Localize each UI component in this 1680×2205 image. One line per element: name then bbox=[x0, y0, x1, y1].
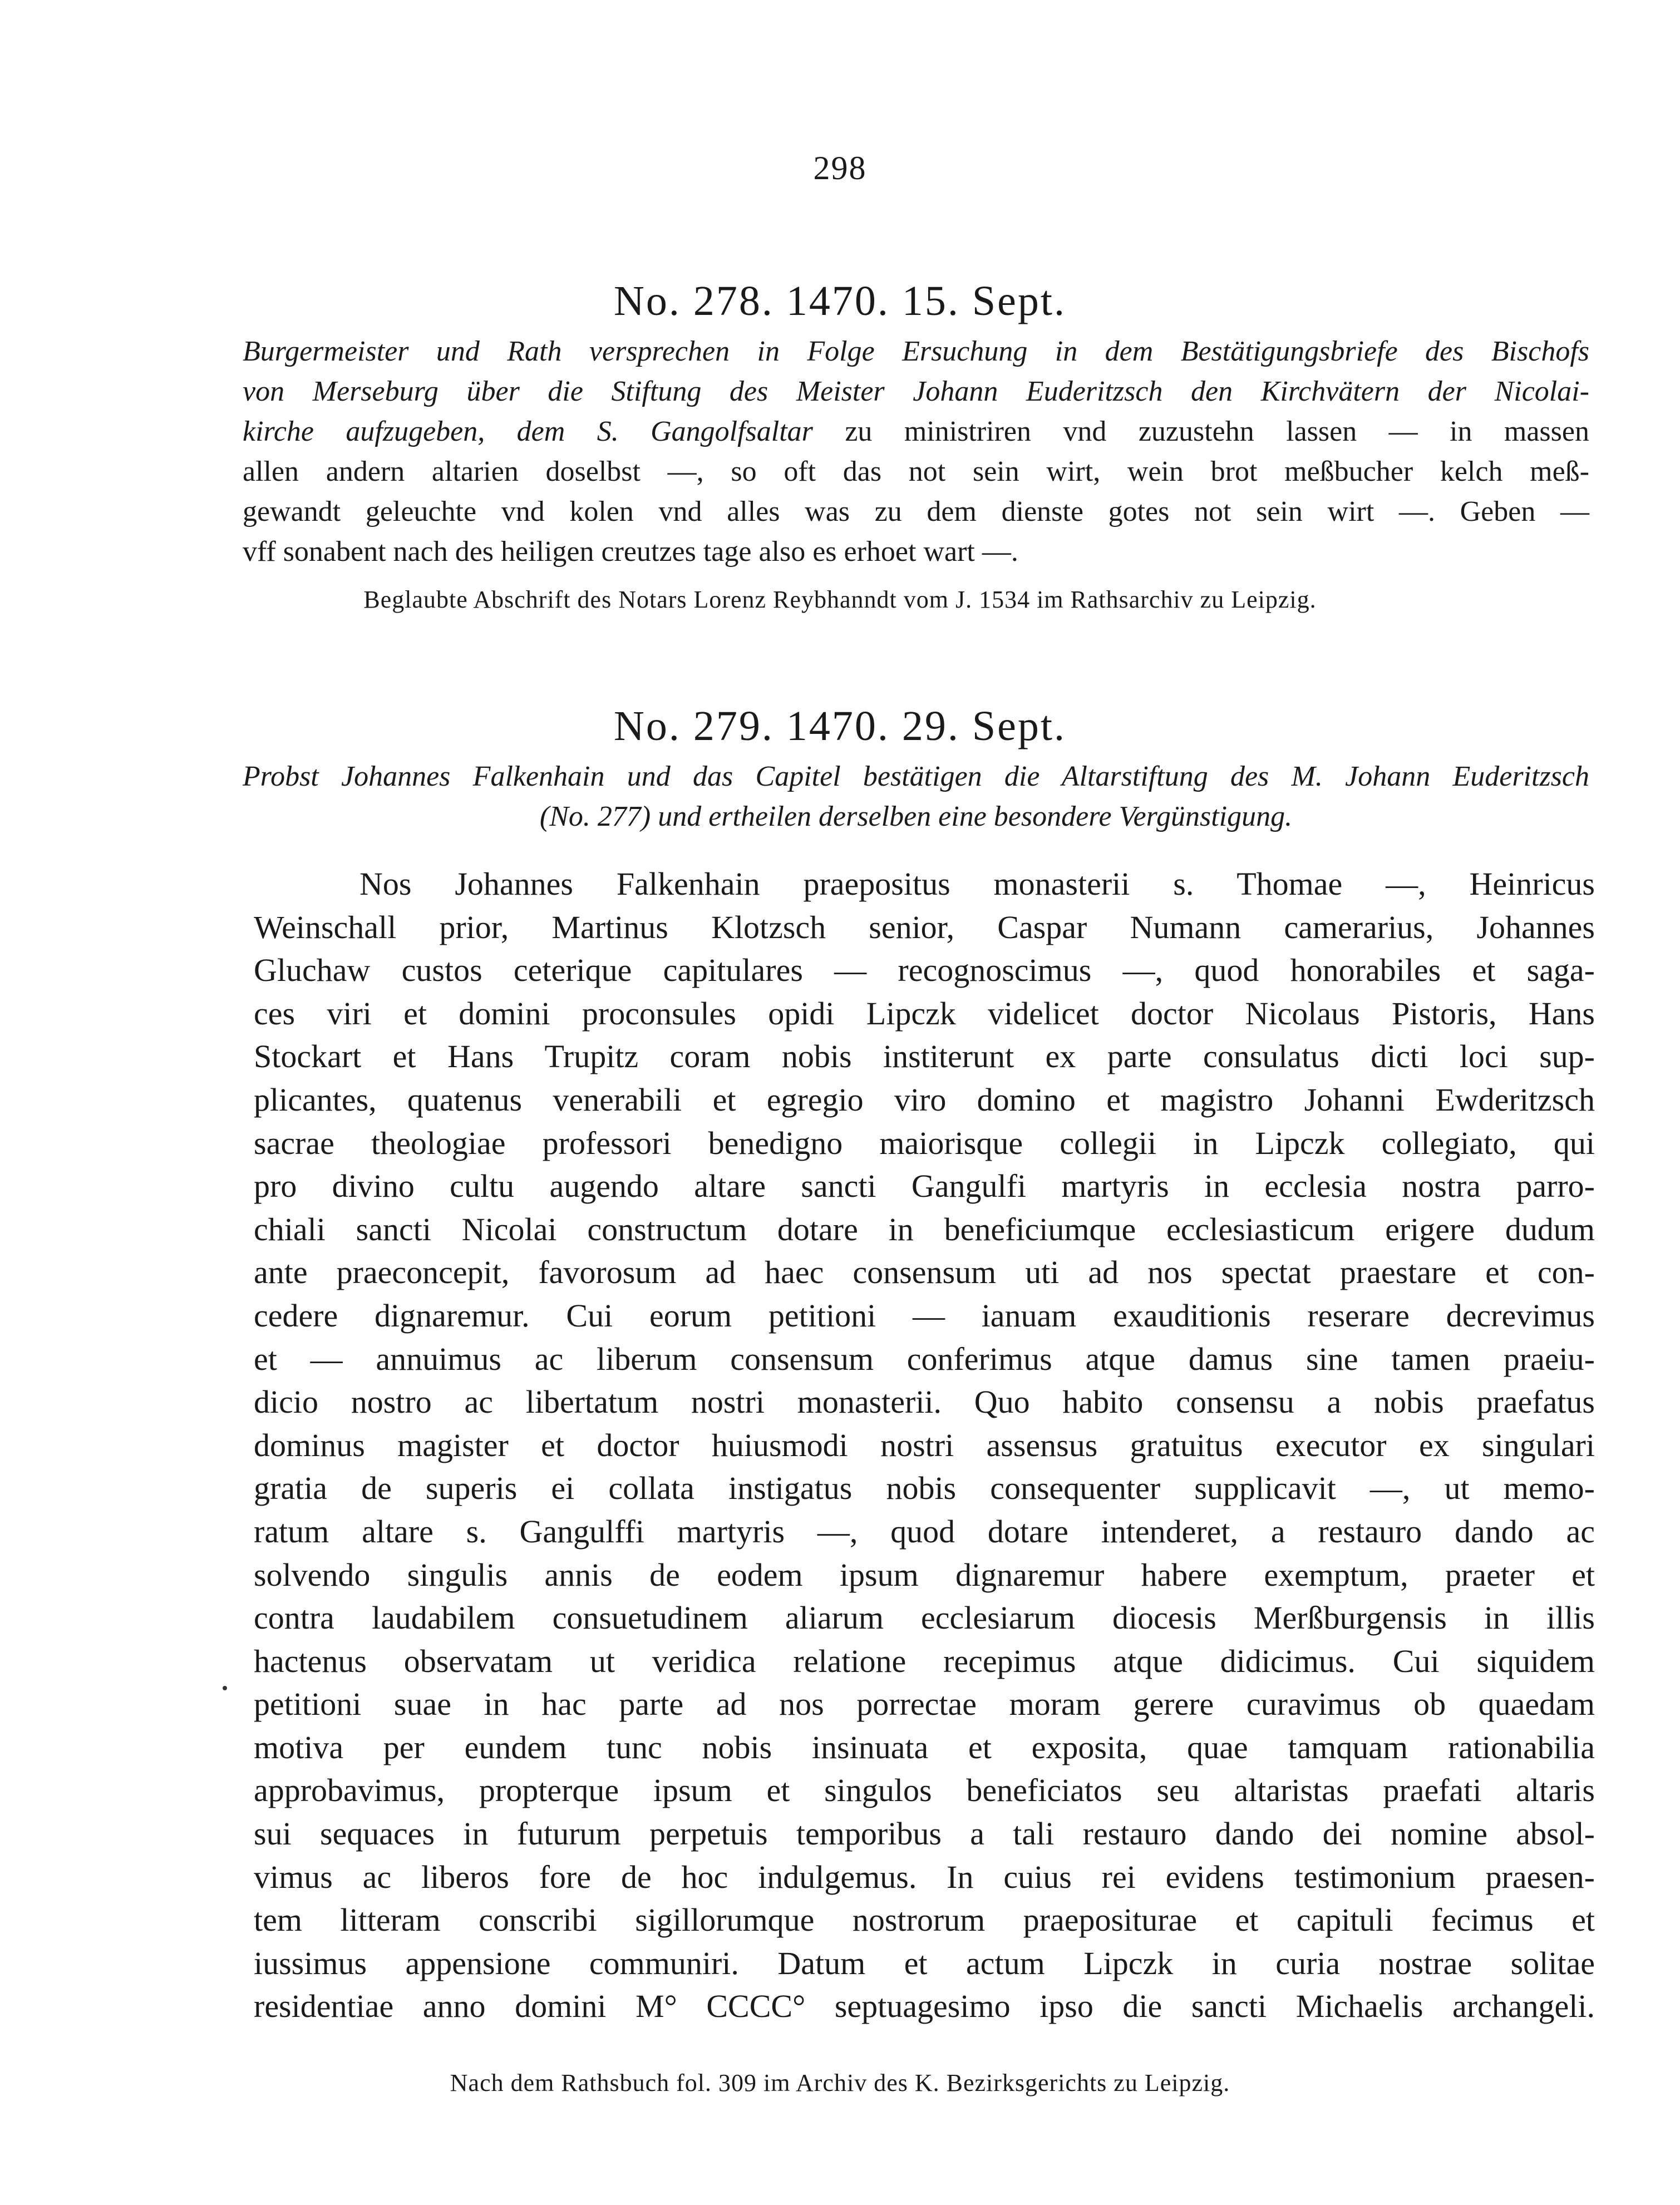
entry-278-summary bbox=[243, 332, 1589, 572]
body-line: Stockart et Hans Trupitz coram nobis institerunt ex parte consulatus dicti loci sup- bbox=[254, 1038, 1595, 1075]
summary-italic-text: von Merseburg über die Stiftung des Meister Johann Euderitzsch den Kirchvätern der Nicolai- bbox=[243, 376, 1589, 407]
summary-roman-text: allen andern altarien doselbst —, so oft das not sein wirt, wein brot meßbucher kelch meß- bbox=[243, 456, 1589, 487]
body-line: petitioni suae in hac parte ad nos porrectae moram gerere curavimus ob quaedam bbox=[254, 1686, 1595, 1723]
body-line: residentiae anno domini M° CCCC° septuagesimo ipso die sancti Michaelis archangeli. bbox=[254, 1988, 1595, 2025]
body-line: sacrae theologiae professori benedigno maiorisque collegii in Lipczk collegiato, qui bbox=[254, 1124, 1595, 1161]
summary-italic-text: Burgermeister und Rath versprechen in Folge Ersuchung in dem Bestätigungsbriefe des Bischofs bbox=[243, 336, 1589, 367]
body-line: sui sequaces in futurum perpetuis temporibus a tali restauro dando dei nomine absol- bbox=[254, 1816, 1595, 1852]
body-line: et — annuimus ac liberum consensum conferimus atque damus sine tamen praeiu- bbox=[254, 1340, 1595, 1377]
entry-278-summary-line bbox=[243, 412, 1589, 452]
entry-278-summary-line bbox=[243, 372, 1589, 412]
entry-278-summary-line bbox=[243, 532, 1589, 572]
body-line: contra laudabilem consuetudinem aliarum ecclesiarum diocesis Merßburgensis in illis bbox=[254, 1600, 1595, 1636]
body-line: pro divino cultu augendo altare sancti Gangulfi martyris in ecclesia nostra parro- bbox=[254, 1168, 1595, 1205]
margin-mark bbox=[223, 1686, 227, 1690]
body-line: iussimus appensione communiri. Datum et actum Lipczk in curia nostrae solitae bbox=[254, 1945, 1595, 1981]
summary-roman-text: vff sonabent nach des heiligen creutzes tage also es erhoet wart —. bbox=[243, 536, 1018, 568]
body-line: Gluchaw custos ceterique capitulares — recognoscimus —, quod honorabiles et saga- bbox=[254, 952, 1595, 989]
entry-279-summary bbox=[243, 757, 1589, 837]
entry-279-summary-line: (No. 277) und ertheilen derselben eine besondere Vergünstigung. bbox=[539, 801, 1293, 832]
body-line: dominus magister et doctor huiusmodi nostri assensus gratuitus executor ex singulari bbox=[254, 1427, 1595, 1463]
body-line: motiva per eundem tunc nobis insinuata et exposita, quae tamquam rationabilia bbox=[254, 1729, 1595, 1765]
entry-278-summary-line bbox=[243, 492, 1589, 532]
summary-roman-text: zu ministriren vnd zuzustehn lassen — in massen bbox=[812, 416, 1589, 447]
entry-278-summary-line bbox=[243, 452, 1589, 492]
body-line: ante praeconcepit, favorosum ad haec consensum uti ad nos spectat praestare et con- bbox=[254, 1254, 1595, 1291]
page-number: 298 bbox=[813, 150, 867, 186]
entry-279-body bbox=[254, 862, 1595, 2028]
entry-279-summary-line: Probst Johannes Falkenhain und das Capitel bestätigen die Altarstiftung des M. Johann Euderitzsch bbox=[243, 761, 1589, 792]
body-line: tem litteram conscribi sigillorumque nostrorum praepositurae et capituli fecimus et bbox=[254, 1902, 1595, 1938]
body-line: Weinschall prior, Martinus Klotzsch senior, Caspar Numann camerarius, Johannes bbox=[254, 909, 1595, 945]
entry-279-source: Nach dem Rathsbuch fol. 309 im Archiv des K. Bezirksgerichts zu Leipzig. bbox=[450, 2069, 1230, 2097]
body-line: vimus ac liberos fore de hoc indulgemus. In cuius rei evidens testimonium praesen- bbox=[254, 1858, 1595, 1895]
entry-278-source: Beglaubte Abschrift des Notars Lorenz Reybhanndt vom J. 1534 im Rathsarchiv zu Leipzig. bbox=[363, 586, 1317, 613]
body-line: approbavimus, propterque ipsum et singulos beneficiatos seu altaristas praefati altaris bbox=[254, 1772, 1595, 1809]
body-line: cedere dignaremur. Cui eorum petitioni — ianuam exauditionis reserare decrevimus bbox=[254, 1297, 1595, 1334]
body-line: chiali sancti Nicolai constructum dotare in beneficiumque ecclesiasticum erigere dudum bbox=[254, 1211, 1595, 1247]
entry-278-summary-line bbox=[243, 332, 1589, 372]
summary-roman-text: gewandt geleuchte vnd kolen vnd alles was zu dem dienste gotes not sein wirt —. Geben — bbox=[243, 496, 1589, 527]
entry-279-heading: No. 279. 1470. 29. Sept. bbox=[614, 703, 1066, 749]
body-line: plicantes, quatenus venerabili et egregio viro domino et magistro Johanni Ewderitzsch bbox=[254, 1081, 1595, 1118]
body-line: solvendo singulis annis de eodem ipsum dignaremur habere exemptum, praeter et bbox=[254, 1556, 1595, 1593]
entry-278-heading: No. 278. 1470. 15. Sept. bbox=[614, 278, 1066, 324]
body-line: ratum altare s. Gangulffi martyris —, quod dotare intenderet, a restauro dando ac bbox=[254, 1513, 1595, 1550]
body-line: gratia de superis ei collata instigatus nobis consequenter supplicavit —, ut memo- bbox=[254, 1470, 1595, 1507]
body-line: hactenus observatam ut veridica relatione recepimus atque didicimus. Cui siquidem bbox=[254, 1642, 1595, 1679]
body-line: ces viri et domini proconsules opidi Lipczk videlicet doctor Nicolaus Pistoris, Hans bbox=[254, 995, 1595, 1032]
summary-italic-text: kirche aufzugeben, dem S. Gangolfsaltar bbox=[243, 416, 813, 447]
body-line: Nos Johannes Falkenhain praepositus monasterii s. Thomae —, Heinricus bbox=[359, 866, 1595, 902]
body-line: dicio nostro ac libertatum nostri monasterii. Quo habito consensu a nobis praefatus bbox=[254, 1384, 1595, 1420]
